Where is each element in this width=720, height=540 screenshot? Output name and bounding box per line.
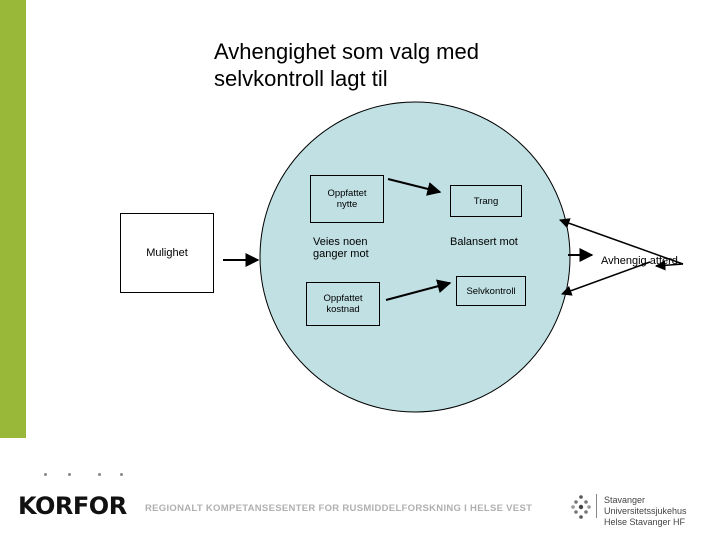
title-line-2: selvkontroll lagt til — [214, 66, 388, 91]
trang-label: Trang — [473, 195, 499, 207]
selvkontroll-label: Selvkontroll — [466, 285, 516, 297]
oppfattet-kostnad-box — [306, 282, 380, 326]
hospital-logo-icon — [570, 494, 592, 520]
oppfattet-kostnad-label: Oppfattet kostnad — [323, 293, 363, 315]
oppfattet-nytte-label: Oppfattet nytte — [327, 188, 367, 210]
footer-divider — [596, 494, 597, 518]
avhengig-atferd-label: Avhengig atferd — [601, 255, 678, 267]
trang-box — [450, 185, 522, 217]
mulighet-label: Mulighet — [146, 247, 188, 259]
hospital-name — [604, 495, 720, 528]
veies-label: Veies noen ganger mot — [313, 236, 369, 260]
decorative-dots — [40, 470, 130, 478]
hospital-line-1: Stavanger Universitetssjukehus — [604, 495, 687, 516]
oppfattet-nytte-box — [310, 175, 384, 223]
mulighet-box — [120, 213, 214, 293]
selvkontroll-box — [456, 276, 526, 306]
korfor-logo: KORFOR — [18, 492, 127, 520]
central-circle — [260, 102, 570, 412]
title-line-1: Avhengighet som valg med — [214, 39, 479, 64]
balansert-mot-label: Balansert mot — [450, 236, 518, 248]
footer-center-text: REGIONALT KOMPETANSESENTER FOR RUSMIDDELFORSKNING I HELSE VEST — [145, 503, 533, 514]
hospital-line-2: Helse Stavanger HF — [604, 517, 686, 527]
